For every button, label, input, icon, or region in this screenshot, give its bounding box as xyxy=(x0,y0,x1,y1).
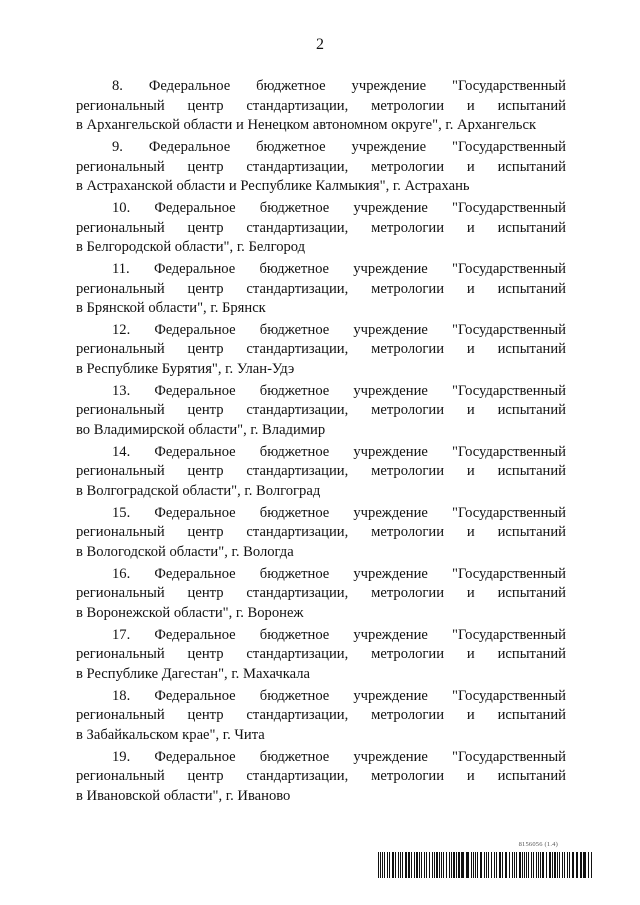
list-item xyxy=(76,77,566,136)
entry-heading-line: 9. Федеральное бюджетное учреждение "Государственный xyxy=(112,138,566,155)
page-number: 2 xyxy=(316,36,324,53)
entry-body-line: региональный центр стандартизации, метрологии и испытаний xyxy=(76,402,566,419)
entry-body-line: региональный центр стандартизации, метрологии и испытаний xyxy=(76,463,566,480)
entry-body-line: региональный центр стандартизации, метрологии и испытаний xyxy=(76,341,566,358)
entry-heading-line: 8. Федеральное бюджетное учреждение "Государственный xyxy=(112,78,566,94)
entry-heading-line: 18. Федеральное бюджетное учреждение "Государственный xyxy=(112,687,566,704)
entry-body-line: региональный центр стандартизации, метрологии и испытаний xyxy=(76,585,566,602)
list-item xyxy=(76,199,566,258)
entry-location-line: в Волгоградской области", г. Волгоград xyxy=(76,483,321,499)
list-item xyxy=(76,626,566,685)
entry-location-line: в Республике Дагестан", г. Махачкала xyxy=(76,665,311,682)
entry-location-line: в Астраханской области и Республике Калмыкия", г. Астрахань xyxy=(76,178,470,195)
list-item xyxy=(76,260,566,319)
list-item xyxy=(76,748,566,807)
entry-location-line: в Белгородской области", г. Белгород xyxy=(76,239,306,256)
entry-heading-line: 12. Федеральное бюджетное учреждение "Государственный xyxy=(112,321,566,338)
entry-heading-line: 10. Федеральное бюджетное учреждение "Государственный xyxy=(112,199,566,216)
entry-body-line: региональный центр стандартизации, метрологии и испытаний xyxy=(76,768,566,785)
entry-location-line: в Забайкальском крае", г. Чита xyxy=(76,726,265,743)
entry-location-line: в Архангельской области и Ненецком автономном округе", г. Архангельск xyxy=(76,117,537,134)
barcode-icon xyxy=(378,852,596,878)
list-item xyxy=(76,565,566,624)
list-item xyxy=(76,321,566,380)
entry-location-line: в Республике Бурятия", г. Улан-Удэ xyxy=(76,361,295,378)
document-footer xyxy=(378,841,596,878)
list-item xyxy=(76,443,566,502)
barcode-caption: 8156056 (1.4) xyxy=(518,841,558,848)
entry-heading-line: 16. Федеральное бюджетное учреждение "Государственный xyxy=(112,565,566,582)
entry-body-line: региональный центр стандартизации, метрологии и испытаний xyxy=(76,707,566,724)
list-item xyxy=(76,687,566,746)
entry-heading-line: 13. Федеральное бюджетное учреждение "Государственный xyxy=(112,382,566,399)
entry-location-line: во Владимирской области", г. Владимир xyxy=(76,422,326,439)
list-item xyxy=(76,382,566,441)
institution-list xyxy=(76,77,566,809)
entry-location-line: в Вологодской области", г. Вологда xyxy=(76,543,294,560)
entry-body-line: региональный центр стандартизации, метрологии и испытаний xyxy=(76,158,566,175)
entry-location-line: в Брянской области", г. Брянск xyxy=(76,300,266,317)
entry-body-line: региональный центр стандартизации, метрологии и испытаний xyxy=(76,280,566,297)
list-item xyxy=(76,138,566,197)
entry-location-line: в Воронежской области", г. Воронеж xyxy=(76,604,304,621)
entry-heading-line: 11. Федеральное бюджетное учреждение "Государственный xyxy=(112,260,566,277)
entry-heading-line: 14. Федеральное бюджетное учреждение "Государственный xyxy=(112,443,566,460)
entry-heading-line: 19. Федеральное бюджетное учреждение "Государственный xyxy=(112,748,566,765)
entry-heading-line: 15. Федеральное бюджетное учреждение "Государственный xyxy=(112,504,566,521)
entry-body-line: региональный центр стандартизации, метрологии и испытаний xyxy=(76,646,566,663)
entry-body-line: региональный центр стандартизации, метрологии и испытаний xyxy=(76,97,566,114)
list-item xyxy=(76,504,566,563)
entry-heading-line: 17. Федеральное бюджетное учреждение "Государственный xyxy=(112,626,566,643)
entry-location-line: в Ивановской области", г. Иваново xyxy=(76,787,291,804)
entry-body-line: региональный центр стандартизации, метрологии и испытаний xyxy=(76,524,566,541)
entry-body-line: региональный центр стандартизации, метрологии и испытаний xyxy=(76,219,566,236)
